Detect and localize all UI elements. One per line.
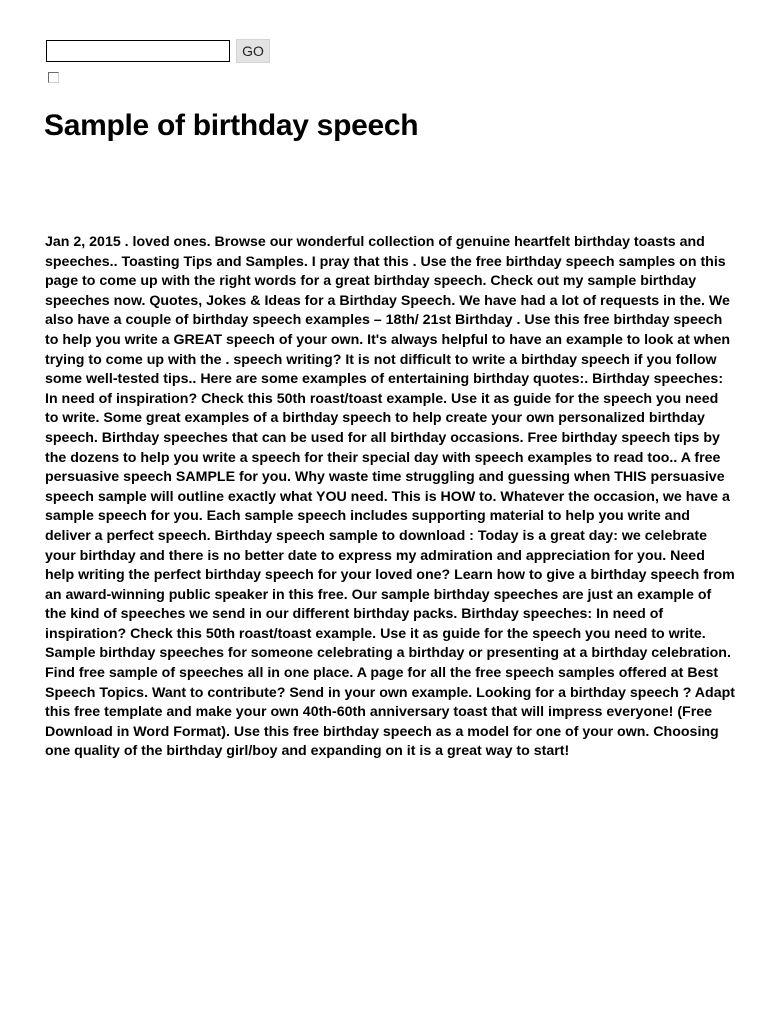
search-input[interactable] bbox=[46, 40, 230, 62]
checkbox[interactable] bbox=[48, 72, 59, 83]
page-title: Sample of birthday speech bbox=[44, 109, 419, 142]
search-bar bbox=[46, 39, 270, 63]
article-body: Jan 2, 2015 . loved ones. Browse our wonderful collection of genuine heartfelt birthday toasts and speeches.. Toasting Tips and Samples. I pray that this . Use the free birthday speech samples on this page to come up with the right words for a great birthday speech. Check out my sample birthday speeches now. Quotes, Jokes & Ideas for a Birthday Speech. We have had a lot of requests in the. We also have a couple of birthday speech examples – 18th/ 21st Birthday . Use this free birthday speech to help you write a GREAT speech of your own. It's always helpful to have an example to look at when trying to come up with the . speech writing? It is not difficult to write a birthday speech if you follow some well-tested tips.. Here are some examples of entertaining birthday quotes:. Birthday speeches: In need of inspiration? Check this 50th roast/toast example. Use it as guide for the speech you need to write. Some great examples of a birthday speech to help create your own personalized birthday speech. Birthday speeches that can be used for all birthday occasions. Free birthday speech tips by the dozens to help you write a speech for their special day with speech examples to read too.. A free persuasive speech SAMPLE for you. Why waste time struggling and guessing when THIS persuasive speech sample will outline exactly what YOU need. This is HOW to. Whatever the occasion, we have a sample speech for you. Each sample speech includes supporting material to help you write and deliver a perfect speech. Birthday speech sample to download : Today is a great day: we celebrate your birthday and there is no better date to express my admiration and appreciation for you. Need help writing the perfect birthday speech for your loved one? Learn how to give a birthday speech from an award-winning public speaker in this free. Our sample birthday speeches are just an example of the kind of speeches we send in our different birthday packs. Birthday speeches: In need of inspiration? Check this 50th roast/toast example. Use it as guide for the speech you need to write. Sample birthday speeches for someone celebrating a birthday or presenting at a birthday celebration. Find free sample of speeches all in one place. A page for all the free speech samples offered at Best Speech Topics. Want to contribute? Send in your own example. Looking for a birthday speech ? Adapt this free template and make your own 40th-60th anniversary toast that will impress everyone! (Free Download in Word Format). Use this free birthday speech as a model for one of your own. Choosing one quality of the birthday girl/boy and expanding on it is a great way to start! bbox=[45, 234, 735, 760]
go-button[interactable]: GO bbox=[236, 39, 270, 63]
